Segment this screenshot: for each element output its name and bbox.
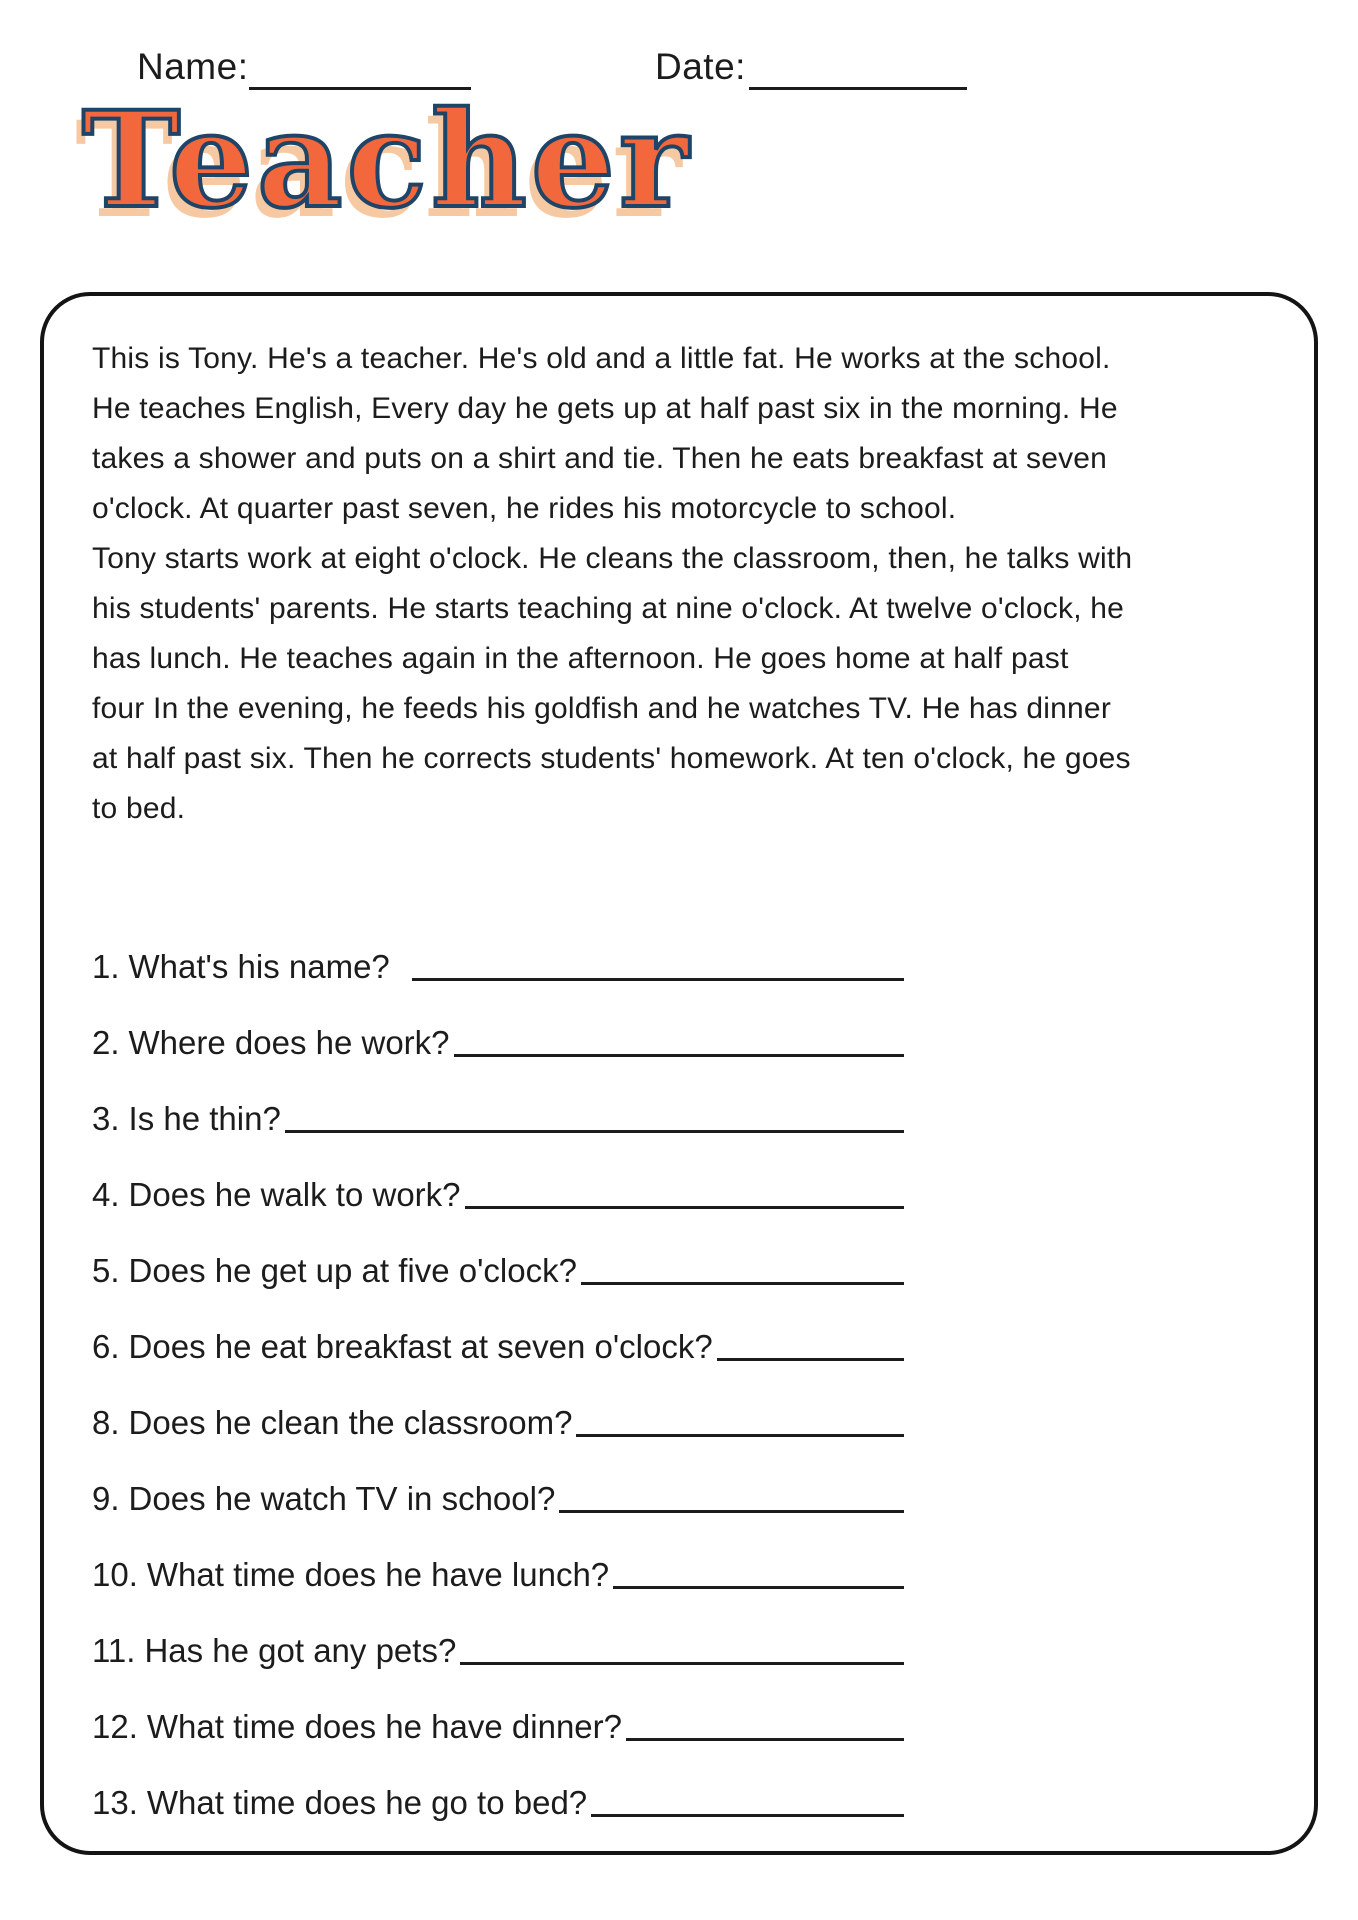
- question-number: 2.: [92, 1024, 120, 1062]
- question-number: 9.: [92, 1480, 120, 1518]
- questions-list: [92, 910, 904, 1822]
- reading-passage-box: [40, 292, 1318, 1855]
- answer-blank[interactable]: [285, 1130, 904, 1133]
- question-number: 8.: [92, 1404, 120, 1442]
- question-number: 1.: [92, 948, 120, 986]
- question-text: What time does he go to bed?: [146, 1784, 588, 1822]
- question-row: [92, 1290, 904, 1366]
- question-text: Does he clean the classroom?: [128, 1404, 573, 1442]
- answer-blank[interactable]: [412, 978, 904, 981]
- answer-blank[interactable]: [559, 1510, 904, 1513]
- answer-blank[interactable]: [581, 1282, 904, 1285]
- answer-blank[interactable]: [465, 1206, 904, 1209]
- question-row: [92, 1442, 904, 1518]
- date-blank[interactable]: [749, 56, 967, 90]
- question-text: Does he get up at five o'clock?: [128, 1252, 577, 1290]
- question-row: [92, 1366, 904, 1442]
- answer-blank[interactable]: [717, 1358, 904, 1361]
- passage-line: This is Tony. He's a teacher. He's old and a little fat. He works at the school.: [92, 342, 1111, 375]
- question-row: [92, 1062, 904, 1138]
- question-row: [92, 1594, 904, 1670]
- question-number: 3.: [92, 1100, 120, 1138]
- question-row: [92, 986, 904, 1062]
- question-number: 12.: [92, 1708, 138, 1746]
- reading-passage: [92, 334, 1282, 834]
- passage-line: o'clock. At quarter past seven, he rides his motorcycle to school.: [92, 492, 957, 525]
- passage-line: has lunch. He teaches again in the afternoon. He goes home at half past: [92, 642, 1069, 675]
- passage-line: Tony starts work at eight o'clock. He cleans the classroom, then, he talks with: [92, 542, 1133, 575]
- passage-line: He teaches English, Every day he gets up at half past six in the morning. He: [92, 392, 1118, 425]
- question-number: 6.: [92, 1328, 120, 1366]
- question-number: 10.: [92, 1556, 138, 1594]
- question-row: [92, 1746, 904, 1822]
- passage-line: at half past six. Then he corrects students' homework. At ten o'clock, he goes: [92, 742, 1131, 775]
- question-row: [92, 1518, 904, 1594]
- page-title: Teacher: [82, 83, 693, 238]
- answer-blank[interactable]: [613, 1586, 904, 1589]
- passage-line: to bed.: [92, 792, 186, 825]
- answer-blank[interactable]: [460, 1662, 904, 1665]
- question-text: What time does he have lunch?: [146, 1556, 610, 1594]
- question-number: 11.: [92, 1632, 136, 1670]
- question-text: Is he thin?: [128, 1100, 281, 1138]
- question-text: What's his name?: [128, 948, 390, 986]
- question-number: 5.: [92, 1252, 120, 1290]
- name-label: Name:: [137, 46, 249, 87]
- question-row: [92, 1214, 904, 1290]
- question-text: Where does he work?: [128, 1024, 450, 1062]
- question-text: Has he got any pets?: [144, 1632, 457, 1670]
- question-number: 13.: [92, 1784, 138, 1822]
- answer-blank[interactable]: [591, 1814, 904, 1817]
- answer-blank[interactable]: [454, 1054, 904, 1057]
- question-number: 4.: [92, 1176, 120, 1214]
- question-row: [92, 1670, 904, 1746]
- question-row: [92, 1138, 904, 1214]
- question-text: Does he walk to work?: [128, 1176, 461, 1214]
- answer-blank[interactable]: [626, 1738, 904, 1741]
- passage-line: four In the evening, he feeds his goldfish and he watches TV. He has dinner: [92, 692, 1112, 725]
- passage-line: takes a shower and puts on a shirt and tie. Then he eats breakfast at seven: [92, 442, 1108, 475]
- question-row: [92, 910, 904, 986]
- answer-blank[interactable]: [576, 1434, 904, 1437]
- date-label: Date:: [655, 46, 746, 87]
- question-text: Does he watch TV in school?: [128, 1480, 556, 1518]
- question-text: What time does he have dinner?: [146, 1708, 622, 1746]
- passage-line: his students' parents. He starts teaching at nine o'clock. At twelve o'clock, he: [92, 592, 1125, 625]
- question-text: Does he eat breakfast at seven o'clock?: [128, 1328, 713, 1366]
